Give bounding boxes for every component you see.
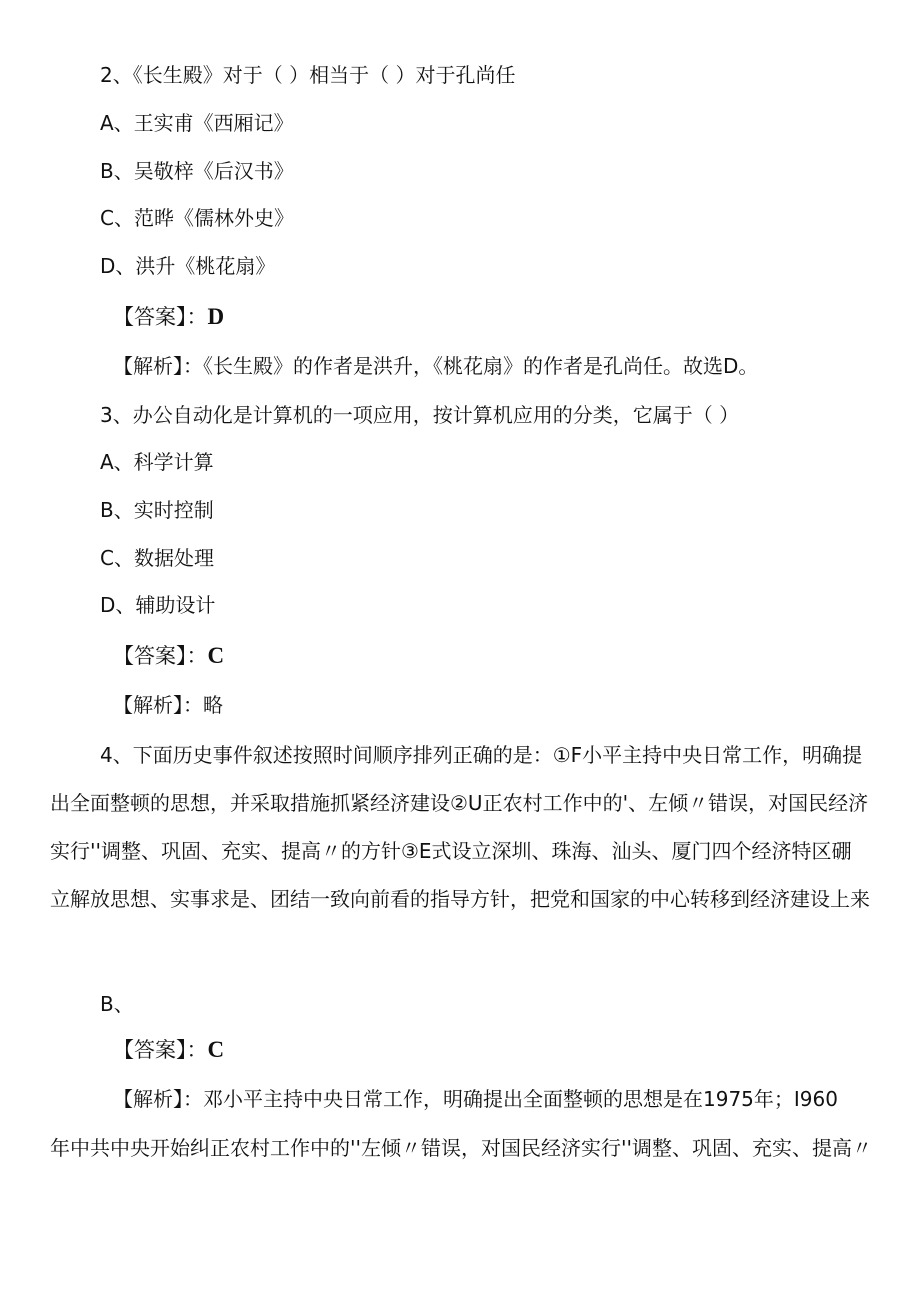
- question-3-option-a: A、科学计算: [100, 450, 214, 474]
- question-4-stem-line-4: 立解放思想、实事求是、团结一致向前看的指导方针，把党和国家的中心转移到经济建设上来: [50, 887, 870, 911]
- question-2-answer: [113, 304, 224, 330]
- question-2-option-b: B、吴敬梓《后汉书》: [100, 159, 294, 183]
- answer-label: 【答案】：: [113, 1038, 208, 1062]
- question-4-explanation-line-2: 年中共中央开始纠正农村工作中的''左倾〃错误，对国民经济实行''调整、巩固、充实、提高〃: [50, 1136, 872, 1160]
- question-4-answer: [113, 1037, 224, 1063]
- question-4-stem-line-2: 出全面整顿的思想，并采取措施抓紧经济建设②U正农村工作中的'、左倾〃错误，对国民经济: [50, 791, 869, 815]
- question-3-option-c: C、数据处理: [100, 546, 214, 570]
- question-2-option-c: C、范晔《儒林外史》: [100, 206, 294, 230]
- question-3-option-b: B、实时控制: [100, 498, 214, 522]
- question-2-explanation: 【解析】：《长生殿》的作者是洪升，《桃花扇》的作者是孔尚任。故选D。: [113, 354, 759, 378]
- answer-label: 【答案】：: [113, 305, 208, 329]
- question-2-stem: 2、《长生殿》对于（ ）相当于（ ）对于孔尚任: [100, 63, 516, 87]
- question-4-stem-line-3: 实行''调整、巩固、充实、提高〃的方针③E式设立深圳、珠海、汕头、厦门四个经济特区硼: [50, 839, 852, 863]
- question-4-explanation-line-1: 【解析】：邓小平主持中央日常工作，明确提出全面整顿的思想是在1975年；I960: [113, 1087, 838, 1111]
- question-4-stem-line-1: 4、下面历史事件叙述按照时间顺序排列正确的是：①F小平主持中央日常工作，明确提: [100, 743, 863, 767]
- question-3-answer: [113, 643, 224, 669]
- answer-letter: D: [207, 304, 225, 329]
- answer-letter: C: [207, 643, 225, 668]
- question-2-option-a: A、王实甫《西厢记》: [100, 111, 294, 135]
- question-2-option-d: D、洪升《桃花扇》: [100, 254, 276, 278]
- question-4-option-b: B、: [100, 992, 134, 1016]
- answer-label: 【答案】：: [113, 644, 208, 668]
- question-3-stem: 3、办公自动化是计算机的一项应用，按计算机应用的分类，它属于（ ）: [100, 403, 740, 427]
- answer-letter: C: [207, 1037, 225, 1062]
- question-3-option-d: D、辅助设计: [100, 593, 216, 617]
- question-3-explanation: 【解析】：略: [113, 693, 223, 717]
